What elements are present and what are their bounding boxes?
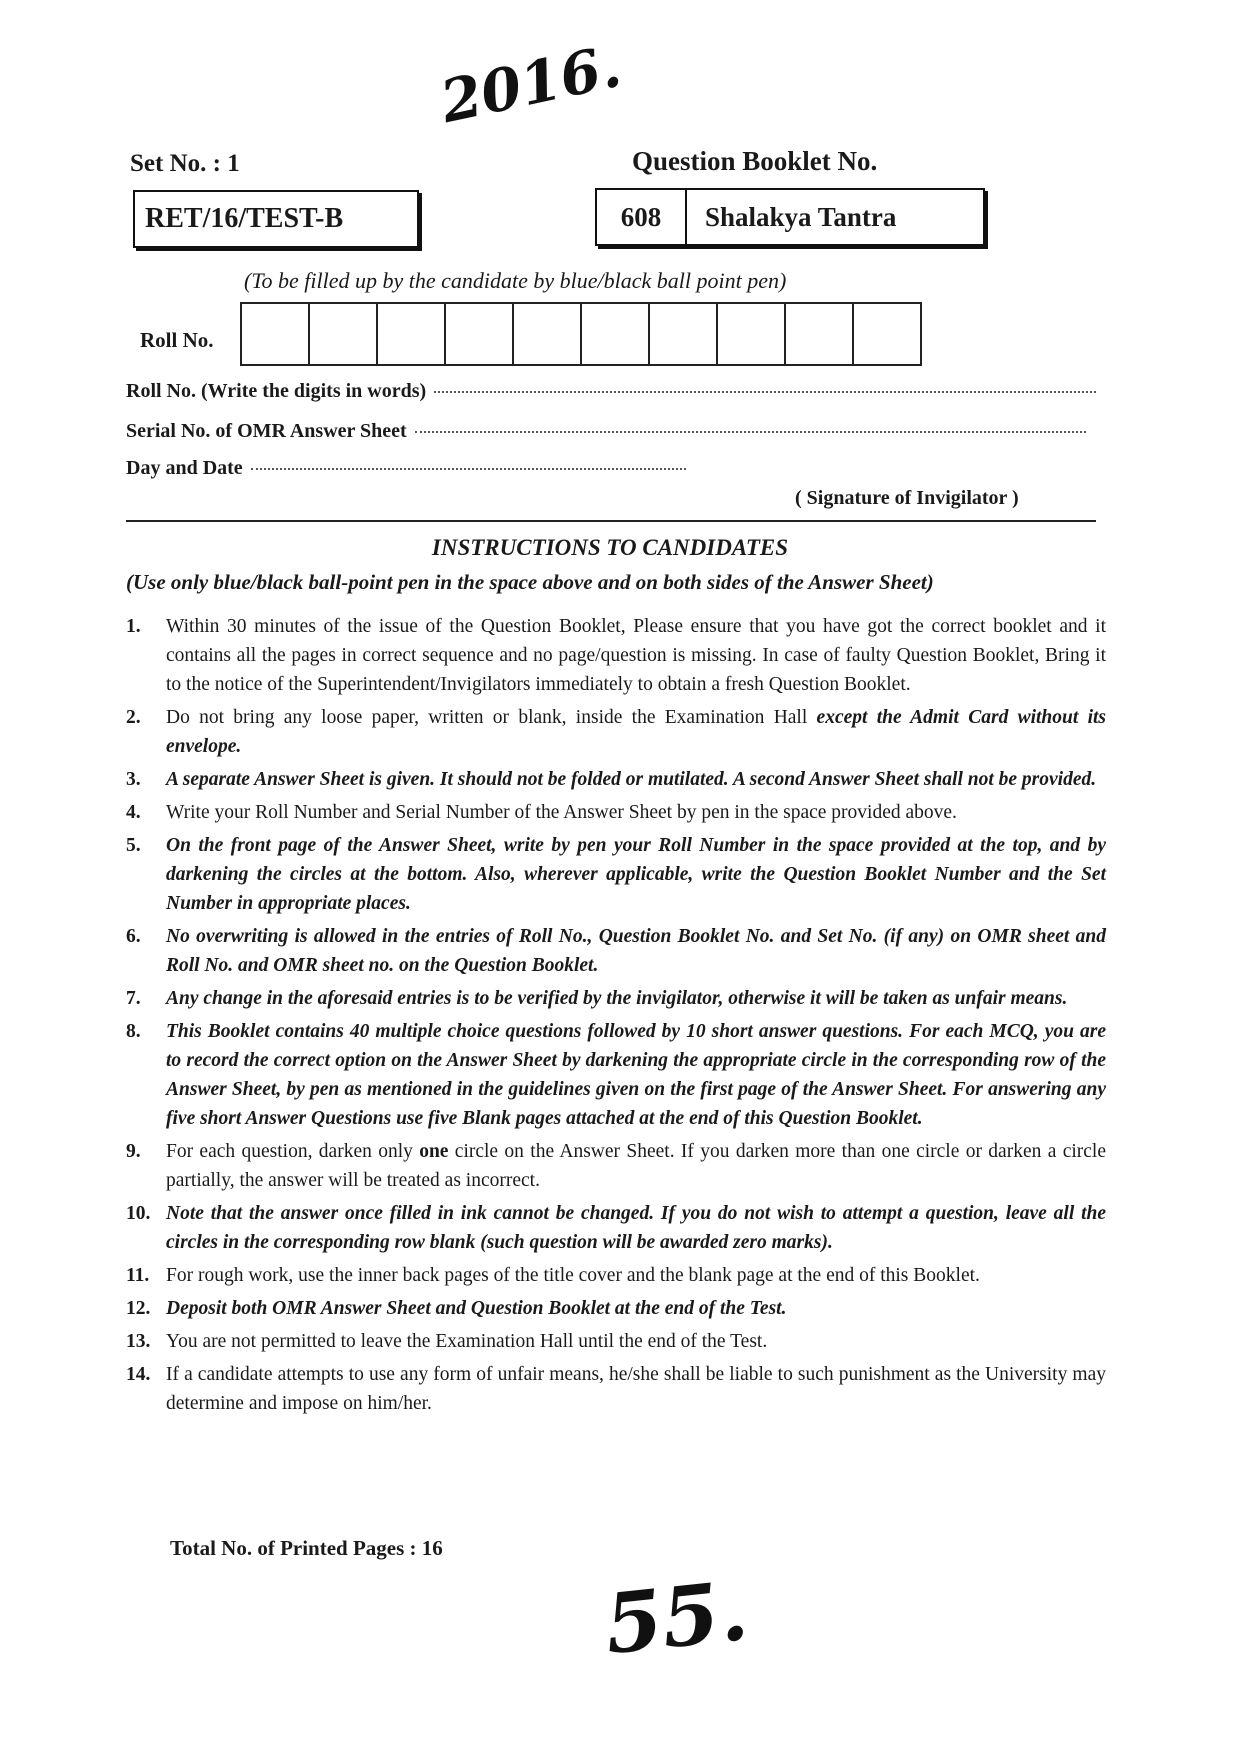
instruction-text-part: If a candidate attempts to use any form of unfair means, he/she shall be liable to such punishment as the University may determine and impose on him/her. xyxy=(166,1364,1106,1414)
question-booklet-label: Question Booklet No. xyxy=(632,146,878,176)
handwritten-year: 2016. xyxy=(434,31,627,137)
roll-words-row[interactable] xyxy=(126,380,1096,403)
roll-words-line[interactable] xyxy=(434,391,1096,393)
instruction-item xyxy=(126,703,1106,761)
instruction-text xyxy=(166,1199,1106,1257)
test-code-box xyxy=(133,190,419,248)
instruction-text-part: Deposit both OMR Answer Sheet and Question Booklet at the end of the Test. xyxy=(166,1298,787,1319)
instruction-number: 11. xyxy=(126,1265,150,1286)
instructions-subtitle: (Use only blue/black ball-point pen in the space above and on both sides of the Answer Sheet) xyxy=(126,570,934,594)
day-date-row[interactable] xyxy=(126,457,686,480)
roll-digit-cell[interactable] xyxy=(242,304,310,364)
instruction-item xyxy=(126,984,1106,1013)
roll-digit-cell[interactable] xyxy=(310,304,378,364)
instruction-number: 9. xyxy=(126,1141,141,1162)
instruction-text xyxy=(166,703,1106,761)
instruction-text-part: For each question, darken only xyxy=(166,1141,420,1162)
instruction-item xyxy=(126,1199,1106,1257)
booklet-number-box xyxy=(595,188,985,246)
instruction-number: 3. xyxy=(126,769,141,790)
roll-digit-cell[interactable] xyxy=(446,304,514,364)
instruction-text-part: one xyxy=(419,1141,449,1162)
roll-digit-cell[interactable] xyxy=(514,304,582,364)
instruction-number: 2. xyxy=(126,707,141,728)
instruction-text xyxy=(166,984,1106,1013)
instructions-title: INSTRUCTIONS TO CANDIDATES xyxy=(431,535,789,560)
instruction-text-part: Write your Roll Number and Serial Number of the Answer Sheet by pen in the space provided above. xyxy=(166,802,957,823)
instruction-text xyxy=(166,765,1106,794)
instruction-text-part: No overwriting is allowed in the entries of Roll No., Question Booklet No. and Set No. (if any) on OMR sheet and Roll No. and OMR sheet no. on the Question Booklet. xyxy=(166,926,1106,976)
section-divider xyxy=(126,520,1096,522)
instruction-text xyxy=(166,1327,1106,1356)
omr-serial-row[interactable] xyxy=(126,420,1086,443)
instruction-text xyxy=(166,798,1106,827)
instruction-text-part: This Booklet contains 40 multiple choice questions followed by 10 short answer questions. For each MCQ, you are to record the correct option on the Answer Sheet by darkening the appropriate circle in the corresponding row of the Answer Sheet, by pen as mentioned in the guidelines given on the first page of the Answer Sheet. For answering any five short Answer Questions use five Blank pages attached at the end of this Question Booklet. xyxy=(166,1021,1106,1129)
instruction-text xyxy=(166,1017,1106,1133)
instruction-text xyxy=(166,612,1106,699)
instruction-item xyxy=(126,1360,1106,1418)
instruction-item xyxy=(126,798,1106,827)
omr-serial-line[interactable] xyxy=(415,431,1086,433)
instruction-number: 6. xyxy=(126,926,141,947)
roll-number-label: Roll No. xyxy=(140,328,214,352)
instruction-number: 8. xyxy=(126,1021,141,1042)
instructions-list xyxy=(126,612,1106,1422)
instruction-text xyxy=(166,1360,1106,1418)
instruction-text xyxy=(166,1261,1106,1290)
roll-digit-cell[interactable] xyxy=(786,304,854,364)
total-printed-pages: Total No. of Printed Pages : 16 xyxy=(170,1536,443,1560)
instruction-text-part: Any change in the aforesaid entries is to be verified by the invigilator, otherwise it will be taken as unfair means. xyxy=(166,988,1068,1009)
roll-words-label: Roll No. (Write the digits in words) xyxy=(126,380,427,402)
instruction-number: 4. xyxy=(126,802,141,823)
instruction-item xyxy=(126,765,1106,794)
instruction-item xyxy=(126,831,1106,918)
instruction-number: 13. xyxy=(126,1331,151,1352)
roll-number-grid[interactable] xyxy=(240,302,922,366)
omr-serial-label: Serial No. of OMR Answer Sheet xyxy=(126,420,407,442)
instruction-text-part: A separate Answer Sheet is given. It should not be folded or mutilated. A second Answer Sheet shall not be provided. xyxy=(166,769,1097,790)
invigilator-signature-label: ( Signature of Invigilator ) xyxy=(795,487,1019,509)
instruction-text xyxy=(166,1137,1106,1195)
instruction-item xyxy=(126,1327,1106,1356)
instruction-item xyxy=(126,1137,1106,1195)
handwritten-marks: 55. xyxy=(600,1562,753,1674)
fill-note: (To be filled up by the candidate by blue/black ball point pen) xyxy=(244,268,787,293)
instruction-text-part: For rough work, use the inner back pages of the title cover and the blank page at the end of this Booklet. xyxy=(166,1265,980,1286)
subject-name: Shalakya Tantra xyxy=(705,201,897,232)
set-number: Set No. : 1 xyxy=(130,150,240,177)
instruction-item xyxy=(126,612,1106,699)
instruction-text xyxy=(166,831,1106,918)
instruction-item xyxy=(126,1294,1106,1323)
roll-digit-cell[interactable] xyxy=(718,304,786,364)
roll-digit-cell[interactable] xyxy=(378,304,446,364)
instruction-number: 10. xyxy=(126,1203,151,1224)
instruction-text-part: Do not bring any loose paper, written or blank, inside the Examination Hall xyxy=(166,707,817,728)
instruction-text-part: On the front page of the Answer Sheet, write by pen your Roll Number in the space provided at the top, and by darkening the circles at the bottom. Also, wherever applicable, write the Question Booklet Number and the Set Number in appropriate places. xyxy=(166,835,1106,914)
instruction-text xyxy=(166,922,1106,980)
instruction-number: 5. xyxy=(126,835,141,856)
instruction-text-part: circle on the Answer Sheet. If you darken more than one circle or darken a circle partially, the answer will be treated as incorrect. xyxy=(166,1141,1106,1191)
instruction-number: 14. xyxy=(126,1364,151,1385)
instruction-text-part: Note that the answer once filled in ink cannot be changed. If you do not wish to attempt a question, leave all the circles in the corresponding row blank (such question will be awarded zero marks). xyxy=(166,1203,1106,1253)
instruction-item xyxy=(126,1261,1106,1290)
day-date-line[interactable] xyxy=(251,468,686,470)
booklet-number: 608 xyxy=(597,190,687,244)
instruction-item xyxy=(126,1017,1106,1133)
roll-digit-cell[interactable] xyxy=(650,304,718,364)
day-date-label: Day and Date xyxy=(126,457,243,479)
instruction-number: 1. xyxy=(126,616,141,637)
instruction-text-part: You are not permitted to leave the Examination Hall until the end of the Test. xyxy=(166,1331,768,1352)
instruction-item xyxy=(126,922,1106,980)
instruction-text-part: except the Admit Card without its envelope. xyxy=(166,707,1106,757)
instruction-number: 12. xyxy=(126,1298,151,1319)
test-code: RET/16/TEST-B xyxy=(145,203,344,234)
instruction-text xyxy=(166,1294,1106,1323)
instruction-text-part: Within 30 minutes of the issue of the Question Booklet, Please ensure that you have got the correct booklet and it contains all the pages in correct sequence and no page/question is missing. In case of faulty Question Booklet, Bring it to the notice of the Superintendent/Invigilators immediately to obtain a fresh Question Booklet. xyxy=(166,616,1106,695)
roll-digit-cell[interactable] xyxy=(854,304,920,364)
instruction-number: 7. xyxy=(126,988,141,1009)
roll-digit-cell[interactable] xyxy=(582,304,650,364)
